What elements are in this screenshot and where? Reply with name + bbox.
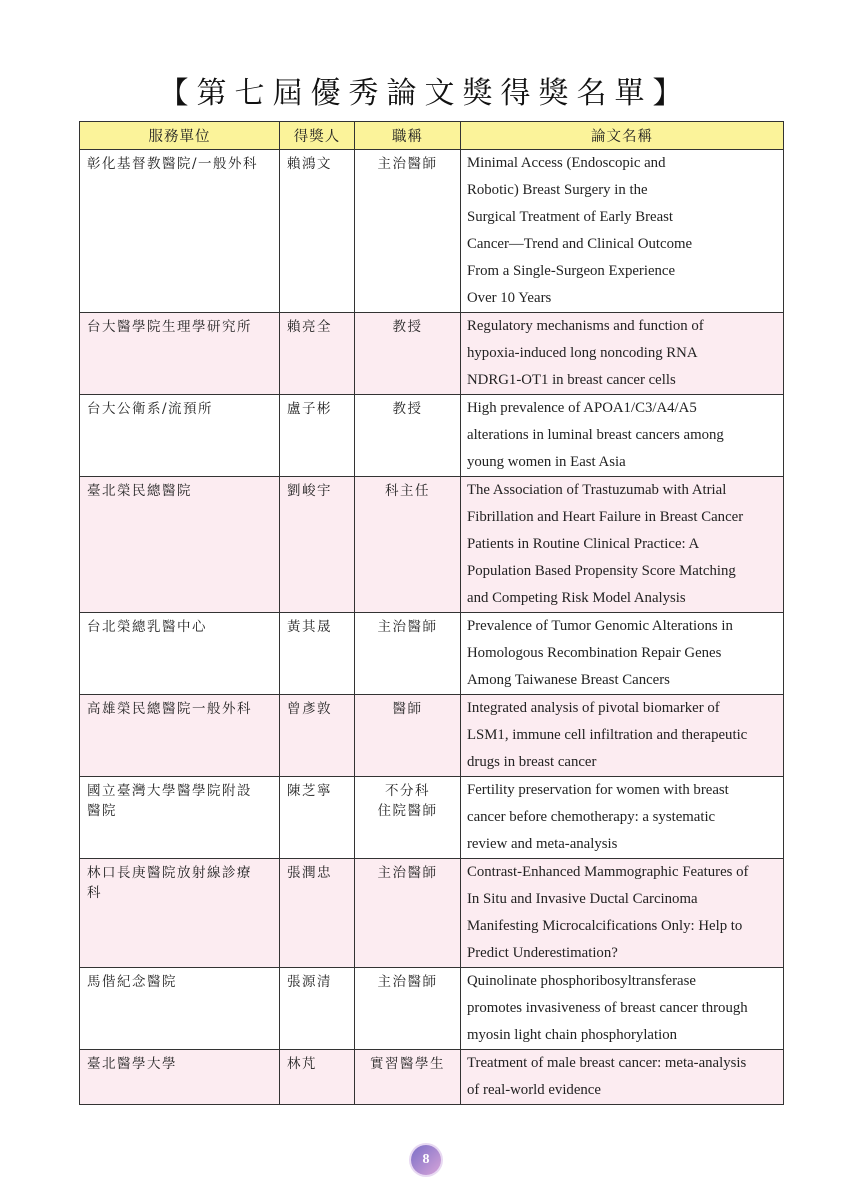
unit-cell [80, 1050, 280, 1105]
unit-cell-line: 台大公衛系/流預所 [87, 401, 214, 417]
paper-title-cell-line: review and meta-analysis [467, 836, 618, 852]
job-title-cell-line: 教授 [392, 319, 423, 335]
awardee-cell: 張潤忠 [280, 859, 355, 968]
paper-title-cell [461, 613, 784, 695]
paper-title-cell-line: Predict Underestimation? [467, 945, 618, 961]
job-title-cell-line: 醫師 [392, 701, 423, 717]
awardee-cell: 劉峻宇 [280, 477, 355, 613]
table-row [80, 695, 784, 777]
header-job-title: 職稱 [355, 122, 461, 150]
table-row [80, 613, 784, 695]
paper-title-cell [461, 1050, 784, 1105]
awardee-cell: 賴鴻文 [280, 150, 355, 313]
paper-title-cell-line: of real-world evidence [467, 1082, 601, 1098]
paper-title-cell-line: hypoxia-induced long noncoding RNA [467, 345, 698, 361]
paper-title-cell-line: Among Taiwanese Breast Cancers [467, 672, 670, 688]
awardee-cell: 林芃 [280, 1050, 355, 1105]
unit-cell [80, 150, 280, 313]
awardee-cell: 陳芝寧 [280, 777, 355, 859]
job-title-cell [355, 777, 461, 859]
job-title-cell [355, 613, 461, 695]
paper-title-cell-line: NDRG1-OT1 in breast cancer cells [467, 372, 676, 388]
unit-cell-line: 馬偕紀念醫院 [87, 974, 177, 990]
job-title-cell [355, 477, 461, 613]
job-title-cell-line: 教授 [392, 401, 423, 417]
paper-title-cell-line: The Association of Trastuzumab with Atrial [467, 482, 727, 498]
unit-cell [80, 613, 280, 695]
unit-cell-line: 台大醫學院生理學研究所 [87, 319, 252, 335]
table-row [80, 1050, 784, 1105]
table-row [80, 968, 784, 1050]
job-title-cell-line: 主治醫師 [377, 974, 438, 990]
awardee-cell: 張源清 [280, 968, 355, 1050]
paper-title-cell-line: Patients in Routine Clinical Practice: A [467, 536, 700, 552]
job-title-cell [355, 313, 461, 395]
table-row [80, 395, 784, 477]
paper-title-cell-line: Regulatory mechanisms and function of [467, 318, 704, 334]
paper-title-cell-line: Treatment of male breast cancer: meta-analysis [467, 1055, 747, 1071]
job-title-cell-line: 不分科 [385, 783, 430, 799]
unit-cell-line: 臺北醫學大學 [87, 1056, 177, 1072]
unit-cell [80, 777, 280, 859]
paper-title-cell-line: Prevalence of Tumor Genomic Alterations in [467, 618, 733, 634]
job-title-cell-line: 住院醫師 [377, 803, 438, 819]
unit-cell [80, 477, 280, 613]
table-row [80, 777, 784, 859]
unit-cell-line: 科 [87, 885, 102, 901]
unit-cell-line: 彰化基督教醫院/一般外科 [87, 156, 259, 172]
paper-title-cell-line: LSM1, immune cell infiltration and therapeutic [467, 727, 748, 743]
paper-title-cell-line: Fertility preservation for women with breast [467, 782, 729, 798]
page-number-badge [411, 1145, 441, 1175]
unit-cell [80, 695, 280, 777]
awards-table [79, 121, 784, 1105]
paper-title-cell [461, 477, 784, 613]
paper-title-cell-line: drugs in breast cancer [467, 754, 597, 770]
paper-title-cell [461, 859, 784, 968]
job-title-cell-line: 科主任 [385, 483, 430, 499]
unit-cell [80, 859, 280, 968]
job-title-cell-line: 主治醫師 [377, 156, 438, 172]
paper-title-cell-line: myosin light chain phosphorylation [467, 1027, 678, 1043]
paper-title-cell-line: Fibrillation and Heart Failure in Breast Cancer [467, 509, 744, 525]
paper-title-cell-line: Over 10 Years [467, 290, 552, 306]
unit-cell-line: 國立臺灣大學醫學院附設 [87, 783, 252, 799]
paper-title-cell [461, 395, 784, 477]
paper-title-cell [461, 313, 784, 395]
header-awardee: 得獎人 [280, 122, 355, 150]
paper-title-cell [461, 150, 784, 313]
paper-title-cell-line: promotes invasiveness of breast cancer through [467, 1000, 748, 1016]
job-title-cell-line: 主治醫師 [377, 619, 438, 635]
paper-title-cell-line: Robotic) Breast Surgery in the [467, 182, 648, 198]
table-row [80, 477, 784, 613]
job-title-cell [355, 968, 461, 1050]
job-title-cell-line: 實習醫學生 [370, 1056, 445, 1072]
paper-title-cell [461, 777, 784, 859]
paper-title-cell-line: In Situ and Invasive Ductal Carcinoma [467, 891, 698, 907]
paper-title-cell-line: young women in East Asia [467, 454, 626, 470]
page-title: 【第七屆優秀論文獎得獎名單】 [158, 76, 691, 111]
job-title-cell-line: 主治醫師 [377, 865, 438, 881]
awardee-cell: 賴亮全 [280, 313, 355, 395]
paper-title-cell-line: High prevalence of APOA1/C3/A4/A5 [467, 400, 697, 416]
unit-cell [80, 313, 280, 395]
job-title-cell [355, 859, 461, 968]
unit-cell-line: 高雄榮民總醫院一般外科 [87, 701, 252, 717]
paper-title-cell-line: Contrast-Enhanced Mammographic Features of [467, 864, 749, 880]
unit-cell [80, 968, 280, 1050]
paper-title-cell-line: Minimal Access (Endoscopic and [467, 155, 666, 171]
paper-title-cell-line: Manifesting Microcalcifications Only: Help to [467, 918, 743, 934]
awardee-cell: 曾彥敦 [280, 695, 355, 777]
paper-title-cell-line: alterations in luminal breast cancers among [467, 427, 724, 443]
job-title-cell [355, 150, 461, 313]
paper-title-cell-line: and Competing Risk Model Analysis [467, 590, 686, 606]
paper-title-cell-line: Population Based Propensity Score Matching [467, 563, 736, 579]
table-row [80, 859, 784, 968]
paper-title-cell-line: Integrated analysis of pivotal biomarker of [467, 700, 720, 716]
table-header-row [80, 122, 784, 150]
awardee-cell: 盧子彬 [280, 395, 355, 477]
header-unit: 服務單位 [80, 122, 280, 150]
table-row [80, 313, 784, 395]
paper-title-cell-line: From a Single-Surgeon Experience [467, 263, 676, 279]
unit-cell-line: 台北榮總乳醫中心 [87, 619, 207, 635]
job-title-cell [355, 395, 461, 477]
paper-title-cell-line: Quinolinate phosphoribosyltransferase [467, 973, 696, 989]
paper-title-cell-line: Surgical Treatment of Early Breast [467, 209, 674, 225]
header-paper-title: 論文名稱 [461, 122, 784, 150]
paper-title-cell-line: Cancer—Trend and Clinical Outcome [467, 236, 693, 252]
job-title-cell [355, 695, 461, 777]
page-number: 8 [422, 1152, 430, 1167]
paper-title-cell [461, 695, 784, 777]
paper-title-cell [461, 968, 784, 1050]
unit-cell-line: 林口長庚醫院放射線診療 [87, 865, 252, 881]
unit-cell-line: 臺北榮民總醫院 [87, 483, 192, 499]
awardee-cell: 黃其晟 [280, 613, 355, 695]
unit-cell-line: 醫院 [87, 803, 117, 819]
paper-title-cell-line: cancer before chemotherapy: a systematic [467, 809, 716, 825]
table-row [80, 150, 784, 313]
job-title-cell [355, 1050, 461, 1105]
unit-cell [80, 395, 280, 477]
paper-title-cell-line: Homologous Recombination Repair Genes [467, 645, 722, 661]
